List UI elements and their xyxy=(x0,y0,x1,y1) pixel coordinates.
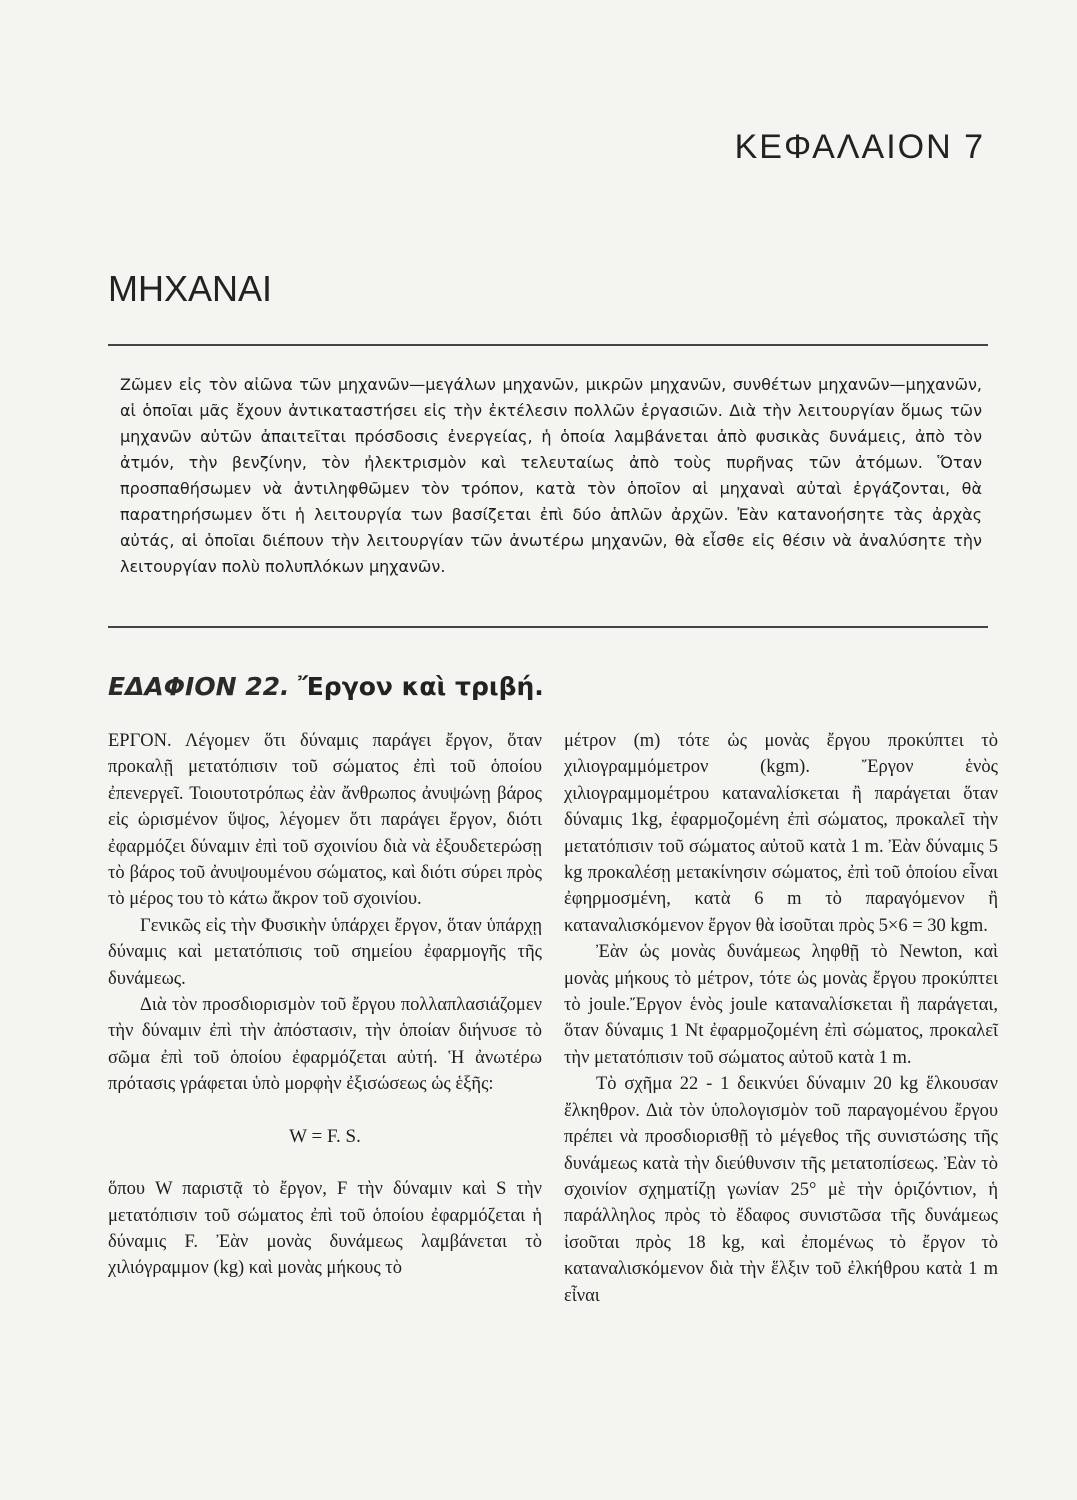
left-column xyxy=(108,728,542,1282)
paragraph: ΕΡΓΟΝ. Λέγομεν ὅτι δύναμις παράγει ἔργον, ὅταν προκαλῇ μετατόπισιν τοῦ σώματος ἐπὶ τοῦ ὁποίου ἐπενεργεῖ. Τοιουτοτρόπως ἐὰν ἄνθρωπος ἀνυψώνῃ βάρος εἰς ὡρισμένον ὕψος, λέγομεν ὅτι παράγει ἔργον, διότι ἐφαρμόζει δύναμιν ἐπὶ τοῦ σχοινίου διὰ νὰ ἐξουδετερώσῃ τὸ βάρος τοῦ ἀνυψουμένου σώματος, καὶ διότι σύρει πρὸς τὸ μέρος του τὸ κάτω ἄκρον τοῦ σχοινίου. xyxy=(108,731,542,910)
paragraph: μέτρον (m) τότε ὡς μονὰς ἔργου προκύπτει τὸ χιλιογραμμόμετρον (kgm). Ἔργον ἑνὸς χιλιογραμμομέτρου καταναλίσκεται ἢ παράγεται ὅταν δύναμις 1kg, ἐφαρμοζομένη ἐπὶ σώματος, προκαλεῖ τὴν μετατόπισιν τοῦ σώματος αὐτοῦ κατὰ 1 m. Ἐὰν δύναμις 5 kg προκαλέσῃ μετακίνησιν σώματος, ἐπὶ τοῦ ὁποίου εἶναι ἐφηρμοσμένη, κατὰ 6 m τὸ παραγόμενον ἢ καταναλισκόμενον ἔργον θὰ ἰσοῦται πρὸς 5×6 = 30 kgm. xyxy=(564,731,998,936)
paragraph: Διὰ τὸν προσδιορισμὸν τοῦ ἔργου πολλαπλασιάζομεν τὴν δύναμιν ἐπὶ τὴν ἀπόστασιν, τὴν ὁποίαν διήνυσε τὸ σῶμα ἐπὶ τοῦ ὁποίου ἐφαρμόζεται αὐτή. Ἡ ἀνωτέρω πρότασις γράφεται ὑπὸ μορφὴν ἐξισώσεως ὡς ἑξῆς: xyxy=(108,995,542,1095)
section-subtitle: Ἔργον καὶ τριβή. xyxy=(298,672,544,701)
paragraph: Ἐὰν ὡς μονὰς δυνάμεως ληφθῇ τὸ Newton, καὶ μονὰς μήκους τὸ μέτρον, τότε ὡς μονὰς ἔργου προκύπτει τὸ joule.Ἔργον ἑνὸς joule καταναλίσκεται ἢ παράγεται, ὅταν δύναμις 1 Nt ἐφαρμοζομένη ἐπὶ σώματος, προκαλεῖ τὴν μετατόπισιν τοῦ σώματος αὐτοῦ κατὰ 1 m. xyxy=(564,942,998,1068)
chapter-introduction: Ζῶμεν εἰς τὸν αἰῶνα τῶν μηχανῶν—μεγάλων μηχανῶν, μικρῶν μηχανῶν, συνθέτων μηχανῶν—μηχανῶν, αἱ ὁποῖαι μᾶς ἔχουν ἀντικαταστήσει εἰς τὴν ἐκτέλεσιν πολλῶν ἐργασιῶν. Διὰ τὴν λειτουργίαν ὅμως τῶν μηχανῶν αὐτῶν ἀπαιτεῖται πρόσδοσις ἐνεργείας, ἡ ὁποία λαμβάνεται ἀπὸ φυσικὰς δυνάμεις, ἀπὸ τὸν ἀτμόν, τὴν βενζίνην, τὸν ἠλεκτρισμὸν καὶ τελευταίως ἀπὸ τοὺς πυρῆνας τῶν ἀτόμων. Ὅταν προσπαθήσωμεν νὰ ἀντιληφθῶμεν τὸν τρόπον, κατὰ τὸν ὁποῖον αἱ μηχαναὶ αὐταὶ ἐργάζονται, θὰ παρατηρήσωμεν ὅτι ἡ λειτουργία των βασίζεται ἐπὶ δύο ἁπλῶν ἀρχῶν. Ἐὰν κατανοήσητε τὰς ἀρχὰς αὐτάς, αἱ ὁποῖαι διέπουν τὴν λειτουργίαν τῶν ἀνωτέρω μηχανῶν, θὰ εἶσθε εἰς θέσιν νὰ ἀναλύσητε τὴν λειτουργίαν πολὺ πολυπλόκων μηχανῶν. xyxy=(120,375,982,576)
section-number: ΕΔΑΦΙΟΝ 22. xyxy=(108,672,290,701)
top-divider xyxy=(108,344,988,346)
paragraph: Γενικῶς εἰς τὴν Φυσικὴν ὑπάρχει ἔργον, ὅταν ὑπάρχῃ δύναμις καὶ μετατόπισις τοῦ σημείου ἐφαρμογῆς τῆς δυνάμεως. xyxy=(108,915,542,989)
paragraph: ὅπου W παριστᾷ τὸ ἔργον, F τὴν δύναμιν καὶ S τὴν μετατόπισιν τοῦ σώματος ἐπὶ τοῦ ὁποίου ἐφαρμόζεται ἡ δύναμις F. Ἐὰν μονὰς δυνάμεως λαμβάνεται τὸ χιλιόγραμμον (kg) καὶ μονὰς μήκους τὸ xyxy=(108,1179,542,1279)
work-formula: W = F. S. xyxy=(289,1125,361,1147)
chapter-title: ΜΗΧΑΝΑΙ xyxy=(108,268,273,309)
bottom-divider xyxy=(108,626,988,628)
section-heading xyxy=(108,672,544,701)
chapter-heading: ΚΕΦΑΛΑΙΟΝ 7 xyxy=(734,128,985,166)
right-column xyxy=(564,728,998,1309)
paragraph: Τὸ σχῆμα 22 - 1 δεικνύει δύναμιν 20 kg ἕλκουσαν ἔλκηθρον. Διὰ τὸν ὑπολογισμὸν τοῦ παραγομένου ἔργου πρέπει νὰ προσδιορισθῇ τὸ μέγεθος τῆς συνιστώσης τῆς δυνάμεως κατὰ τὴν διεύθυνσιν τῆς μετατοπίσεως. Ἐὰν τὸ σχοινίον σχηματίζῃ γωνίαν 25° μὲ τὴν ὁριζόντιον, ἡ παράλληλος πρὸς τὸ ἔδαφος συνιστῶσα τῆς δυνάμεως ἰσοῦται πρὸς 18 kg, καὶ ἐπομένως τὸ ἔργον τὸ καταναλισκόμενον διὰ τὴν ἕλξιν τοῦ ἐλκήθρου κατὰ 1 m εἶναι xyxy=(564,1074,998,1306)
